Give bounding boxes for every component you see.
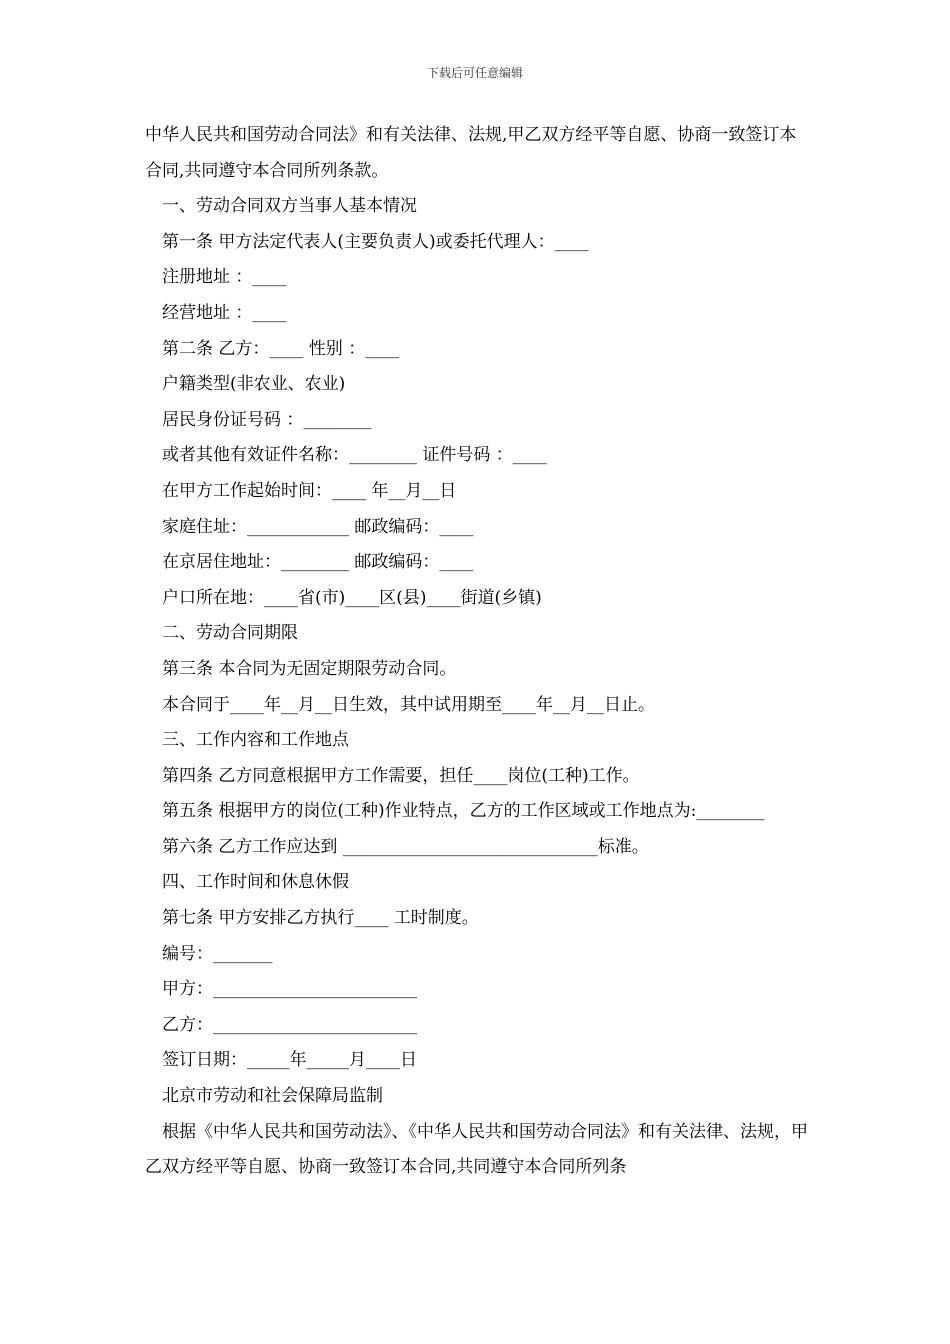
paragraph: 二、劳动合同期限 [162,623,298,644]
paragraph: 户籍类型(非农业、农业) [162,374,346,395]
paragraph: 户口所在地：____省(市)____区(县)____街道(乡镇) [162,587,542,608]
paragraph: 第三条 本合同为无固定期限劳动合同。 [162,658,457,679]
paragraph: 居民身份证号码 ：________ [162,409,372,430]
paragraph: 在京居住地址：________ 邮政编码：____ [162,552,474,573]
paragraph: 编号：_______ [162,943,273,964]
page-header: 下载后可任意编辑 [426,66,523,80]
paragraph: 北京市劳动和社会保障局监制 [162,1086,383,1107]
paragraph: 三、工作内容和工作地点 [162,730,349,751]
paragraph: 在甲方工作起始时间：____ 年__月__日 [162,480,457,501]
paragraph: 第四条 乙方同意根据甲方工作需要，担任____岗位(工种)工作。 [162,765,640,786]
paragraph: 签订日期：_____年_____月____日 [162,1050,417,1071]
paragraph: 经营地址 ：____ [162,302,287,323]
paragraph: 第二条 乙方：____ 性别 ：____ [162,338,400,359]
paragraph: 乙方：________________________ [162,1014,417,1035]
paragraph: 四、工作时间和休息休假 [162,872,349,893]
paragraph: 第七条 甲方安排乙方执行____ 工时制度。 [162,908,479,929]
paragraph: 中华人民共和国劳动合同法》和有关法律、法规,甲乙双方经平等自愿、协商一致签订本合同,共同遵守本合同所列条款。 [145,125,797,181]
document-body [145,118,810,1186]
paragraph: 第五条 根据甲方的岗位(工种)作业特点，乙方的工作区域或工作地点为:________ [162,801,765,822]
paragraph: 第一条 甲方法定代表人(主要负责人)或委托代理人：____ [162,231,589,252]
paragraph: 家庭住址：____________ 邮政编码：____ [162,516,474,537]
paragraph: 注册地址 ：____ [162,267,287,288]
paragraph: 甲方：________________________ [162,979,417,1000]
paragraph: 或者其他有效证件名称：________ 证件号码 ：____ [162,445,547,466]
paragraph: 根据《中华人民共和国劳动法》、《中华人民共和国劳动合同法》和有关法律、法规，甲乙双方经平等自愿、协商一致签订本合同,共同遵守本合同所列条 [145,1121,808,1178]
paragraph: 本合同于____年__月__日生效，其中试用期至____年__月__日止。 [162,694,655,715]
paragraph: 一、劳动合同双方当事人基本情况 [162,196,417,217]
paragraph: 第六条 乙方工作应达到 ______________________________标准。 [162,836,649,857]
